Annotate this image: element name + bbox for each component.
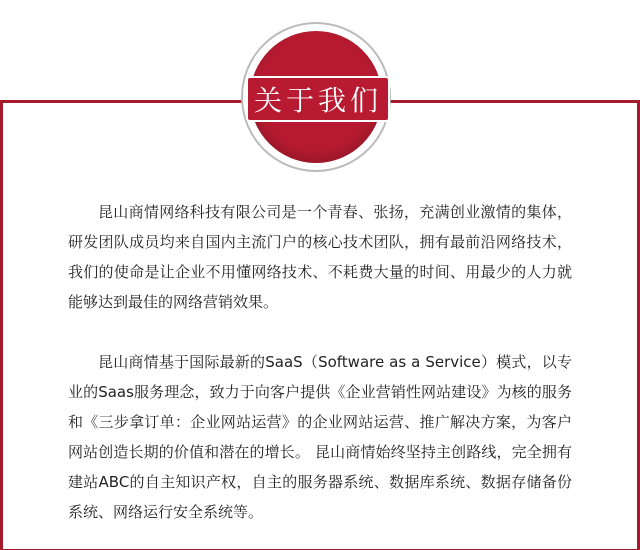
about-paragraph-1: 昆山商情网络科技有限公司是一个青春、张扬，充满创业激情的集体，研发团队成员均来自国内主流门户的核心技术团队，拥有最前沿网络技术，我们的使命是让企业不用懂网络技术、不耗费大量的时间、用最少的人力就能够达到最佳的网络营销效果。 [68,203,572,311]
about-content [68,197,572,527]
about-paragraph-2: 昆山商情基于国际最新的SaaS（Software as a Service）模式，以专业的Saas服务理念，致力于向客户提供《企业营销性网站建设》为核的服务和《三步拿订单：企业网站运营》的企业网站运营、推广解决方案，为客户网站创造长期的价值和潜在的增长。 昆山商情始终坚持主创路线，完全拥有建站ABC的自主知识产权，自主的服务器系统、数据库系统、数据存储备份系统、网络运行安全系统等。 [68,353,572,521]
page-title: 关于我们 [246,76,390,122]
